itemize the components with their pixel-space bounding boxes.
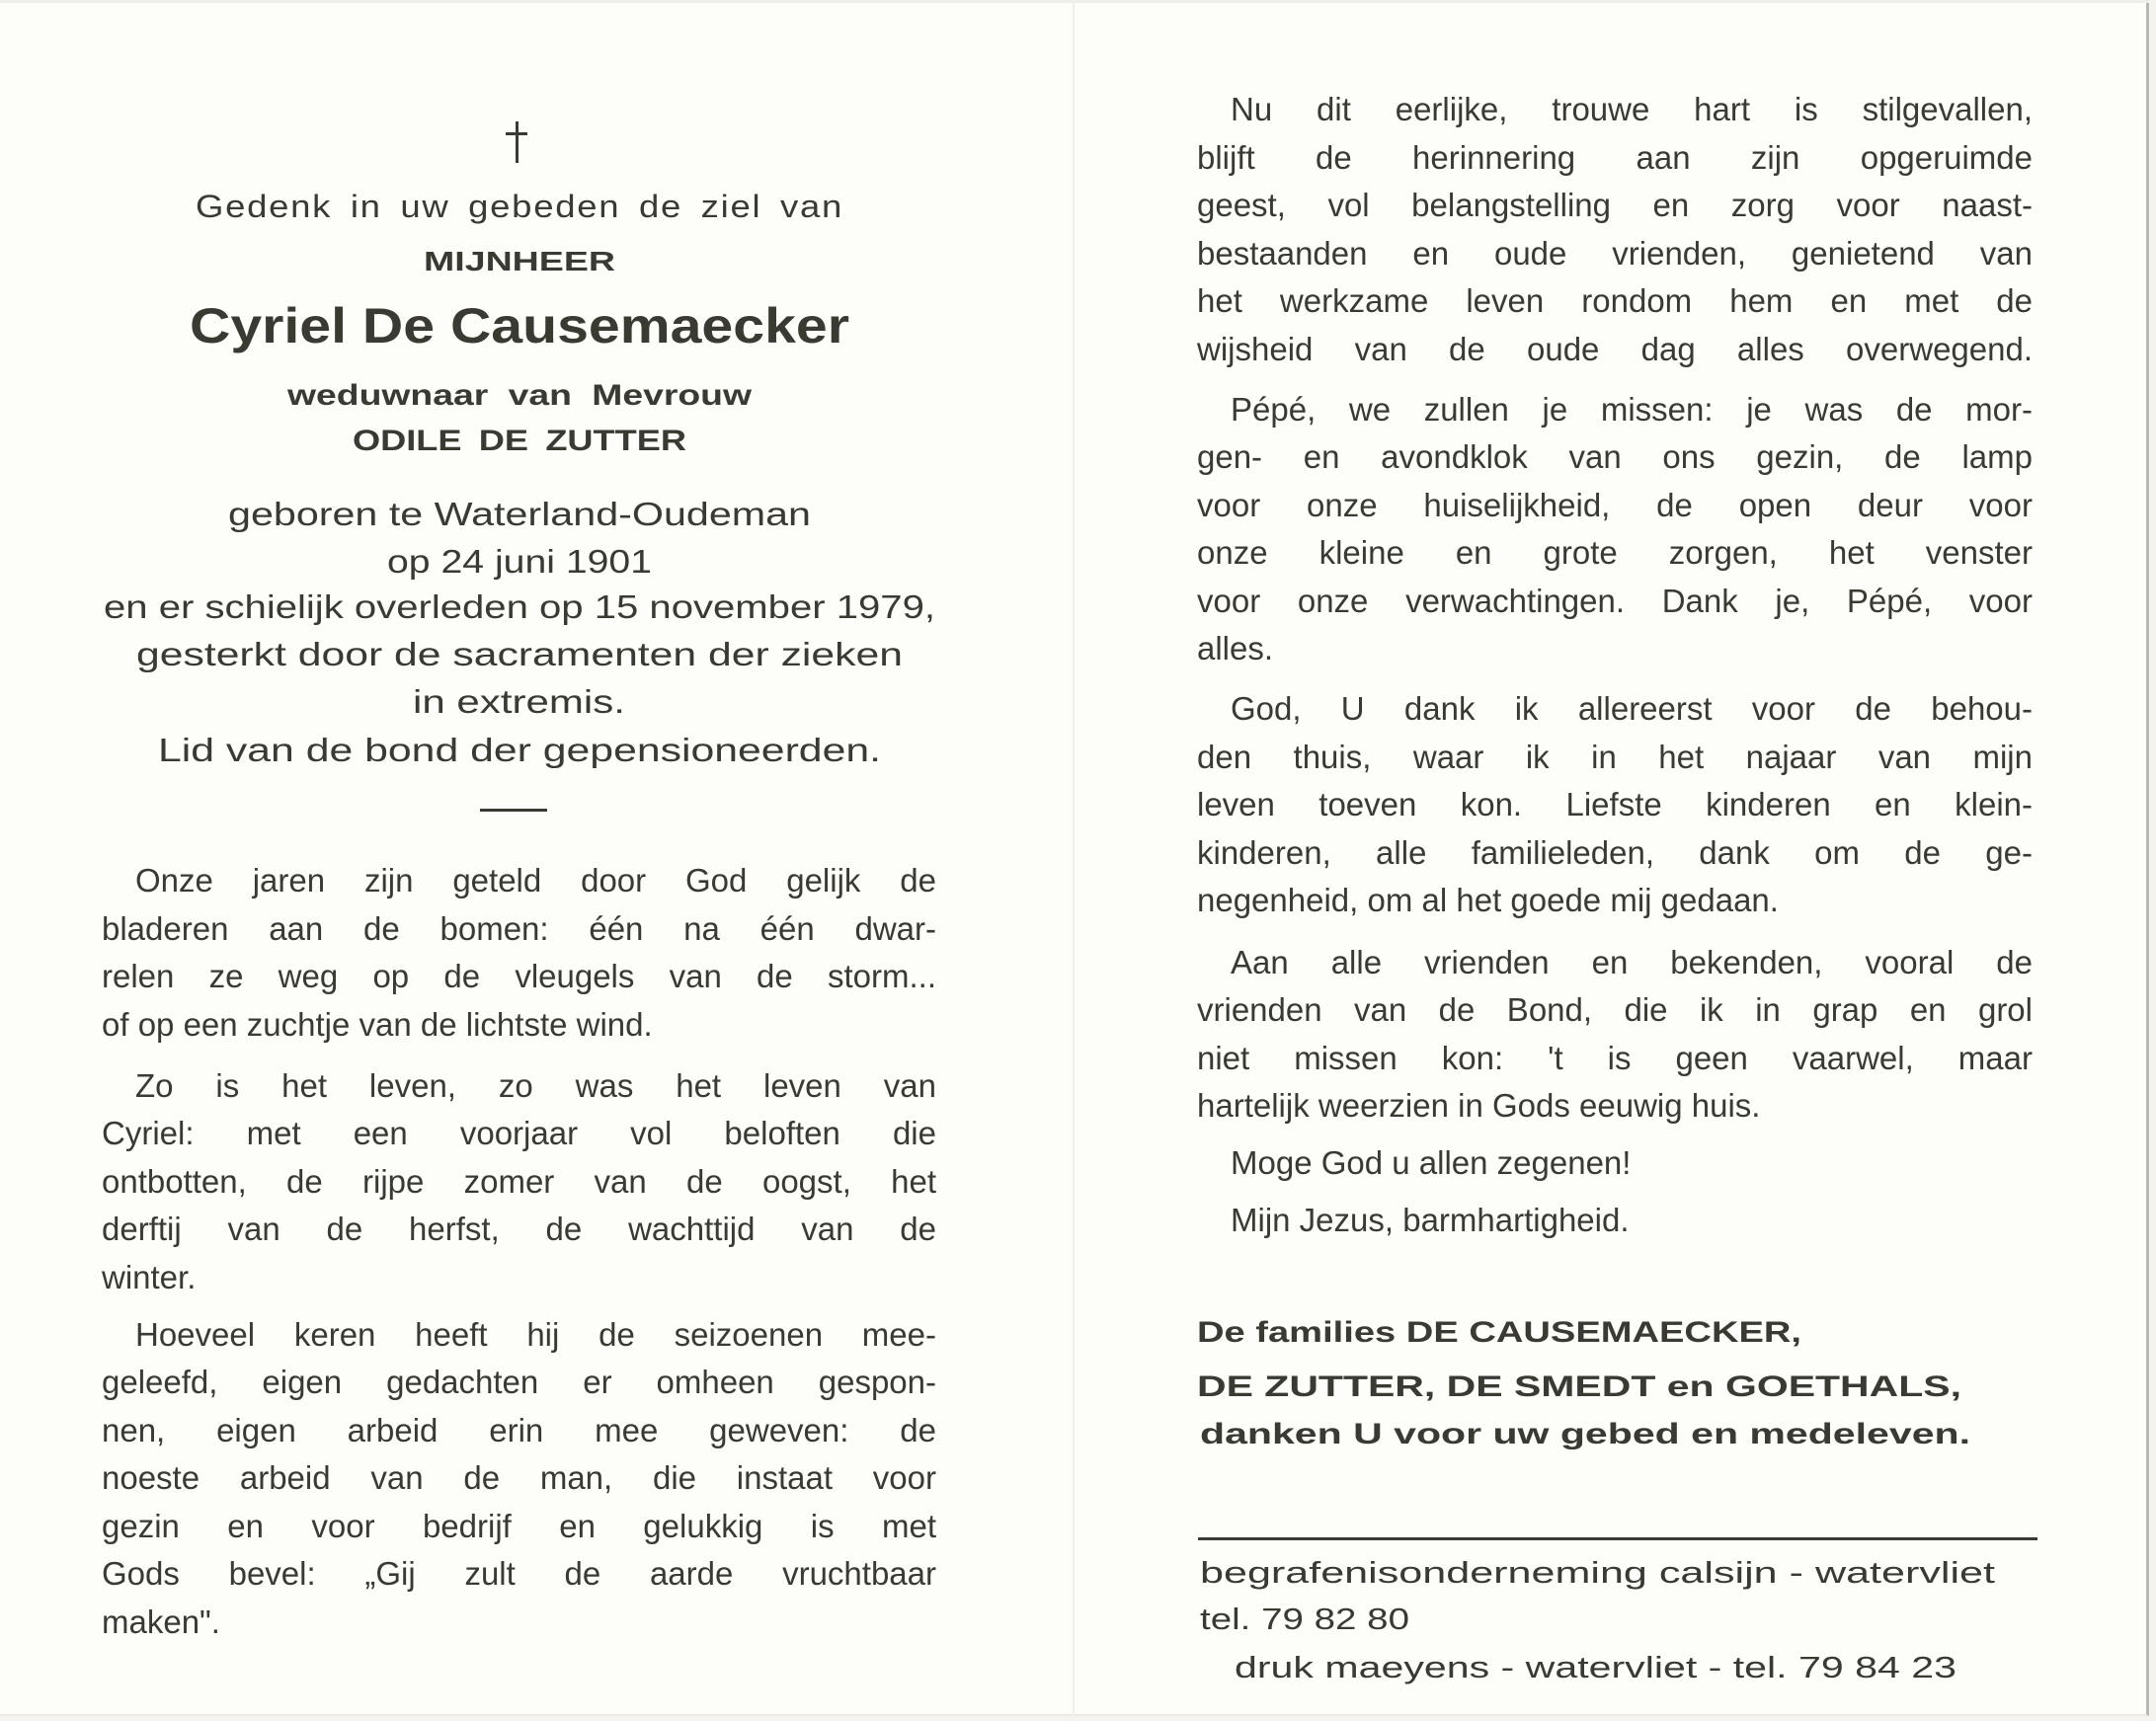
body-line: blijft de herinnering aan zijn opgeruimde: [1197, 139, 2033, 176]
card-fold-line: [1073, 0, 1075, 1716]
body-line: alles.: [1197, 630, 1274, 666]
body-line: relen ze weg op de vleugels van de storm...: [102, 958, 936, 994]
intro-line: Gedenk in uw gebeden de ziel van: [195, 189, 843, 224]
body-line: Pépé, we zullen je missen: je was de mor-: [1231, 391, 2033, 428]
body-line: derftij van de herfst, de wachttijd van de: [102, 1211, 936, 1247]
spouse-intro: weduwnaar van Mevrouw: [286, 379, 752, 412]
body-line: bestaanden en oude vrienden, genietend van: [1197, 235, 2033, 272]
body-line: bladeren aan de bomen: één na één dwar-: [102, 910, 936, 947]
title-mijnheer: MIJNHEER: [423, 246, 615, 276]
body-line: onze kleine en grote zorgen, het venster: [1197, 534, 2033, 571]
body-line: nen, eigen arbeid erin mee geweven: de: [102, 1412, 936, 1448]
deceased-name: Cyriel De Causemaecker: [189, 298, 849, 353]
families-line: De families DE CAUSEMAECKER,: [1197, 1316, 1801, 1349]
body-line: Cyriel: met een voorjaar vol beloften die: [102, 1115, 936, 1151]
body-line: gen- en avondklok van ons gezin, de lamp: [1197, 438, 2033, 475]
detail-line: Lid van de bond der gepensioneerden.: [157, 732, 881, 768]
body-line: noeste arbeid van de man, die instaat voor: [102, 1459, 936, 1496]
body-line: Nu dit eerlijke, trouwe hart is stilgevallen,: [1231, 91, 2033, 127]
body-line: voor onze verwachtingen. Dank je, Pépé, voor: [1197, 583, 2033, 619]
body-line: winter.: [102, 1259, 197, 1295]
body-line: negenheid, om al het goede mij gedaan.: [1197, 882, 1779, 918]
body-line: wijsheid van de oude dag alles overwegend.: [1197, 331, 2033, 367]
body-line: Moge God u allen zegenen!: [1231, 1144, 1632, 1181]
body-line: of op een zuchtje van de lichtste wind.: [102, 1006, 653, 1043]
body-line: voor onze huiselijkheid, de open deur voor: [1197, 487, 2033, 523]
body-line: geleefd, eigen gedachten er omheen gespon-: [102, 1364, 936, 1400]
body-line: vrienden van de Bond, die ik in grap en grol: [1197, 991, 2033, 1028]
body-line: Onze jaren zijn geteld door God gelijk de: [135, 862, 936, 899]
cross-icon: [506, 121, 527, 163]
body-line: Aan alle vrienden en bekenden, vooral de: [1231, 944, 2033, 980]
detail-line: op 24 juni 1901: [386, 543, 652, 580]
undertaker-phone: tel. 79 82 80: [1200, 1602, 1409, 1636]
footer-rule: [1198, 1537, 2037, 1540]
body-line: Mijn Jezus, barmhartigheid.: [1231, 1202, 1630, 1238]
body-line: leven toeven kon. Liefste kinderen en klein-: [1197, 786, 2033, 822]
body-line: den thuis, waar ik in het najaar van mijn: [1197, 739, 2033, 775]
detail-line: en er schielijk overleden op 15 november 1979,: [103, 588, 935, 625]
body-line: hartelijk weerzien in Gods eeuwig huis.: [1197, 1087, 1761, 1124]
detail-line: geboren te Waterland-Oudeman: [227, 496, 811, 532]
body-line: Gods bevel: „Gij zult de aarde vruchtbaar: [102, 1555, 936, 1592]
body-line: geest, vol belangstelling en zorg voor naast-: [1197, 187, 2033, 223]
body-line: Zo is het leven, zo was het leven van: [135, 1067, 936, 1104]
body-line: het werkzame leven rondom hem en met de: [1197, 282, 2033, 319]
body-line: maken".: [102, 1604, 220, 1640]
spouse-name: ODILE DE ZUTTER: [352, 425, 686, 457]
body-line: Hoeveel keren heeft hij de seizoenen mee-: [135, 1316, 936, 1353]
section-divider: [480, 809, 547, 812]
families-line: DE ZUTTER, DE SMEDT en GOETHALS,: [1197, 1370, 1961, 1403]
card-top-edge: [0, 0, 2149, 3]
undertaker-line: begrafenisonderneming calsijn - watervliet: [1200, 1555, 1995, 1590]
body-line: kinderen, alle familieleden, dank om de ge-: [1197, 834, 2033, 871]
printer-line: druk maeyens - watervliet - tel. 79 84 23: [1235, 1650, 1956, 1684]
body-line: ontbotten, de rijpe zomer van de oogst, het: [102, 1163, 936, 1200]
body-line: gezin en voor bedrijf en gelukkig is met: [102, 1508, 936, 1544]
body-line: niet missen kon: 't is geen vaarwel, maar: [1197, 1040, 2033, 1076]
detail-line: in extremis.: [413, 683, 625, 720]
families-line: danken U voor uw gebed en medeleven.: [1200, 1418, 1970, 1450]
detail-line: gesterkt door de sacramenten der zieken: [135, 636, 903, 672]
body-line: God, U dank ik allereerst voor de behou-: [1231, 690, 2033, 727]
